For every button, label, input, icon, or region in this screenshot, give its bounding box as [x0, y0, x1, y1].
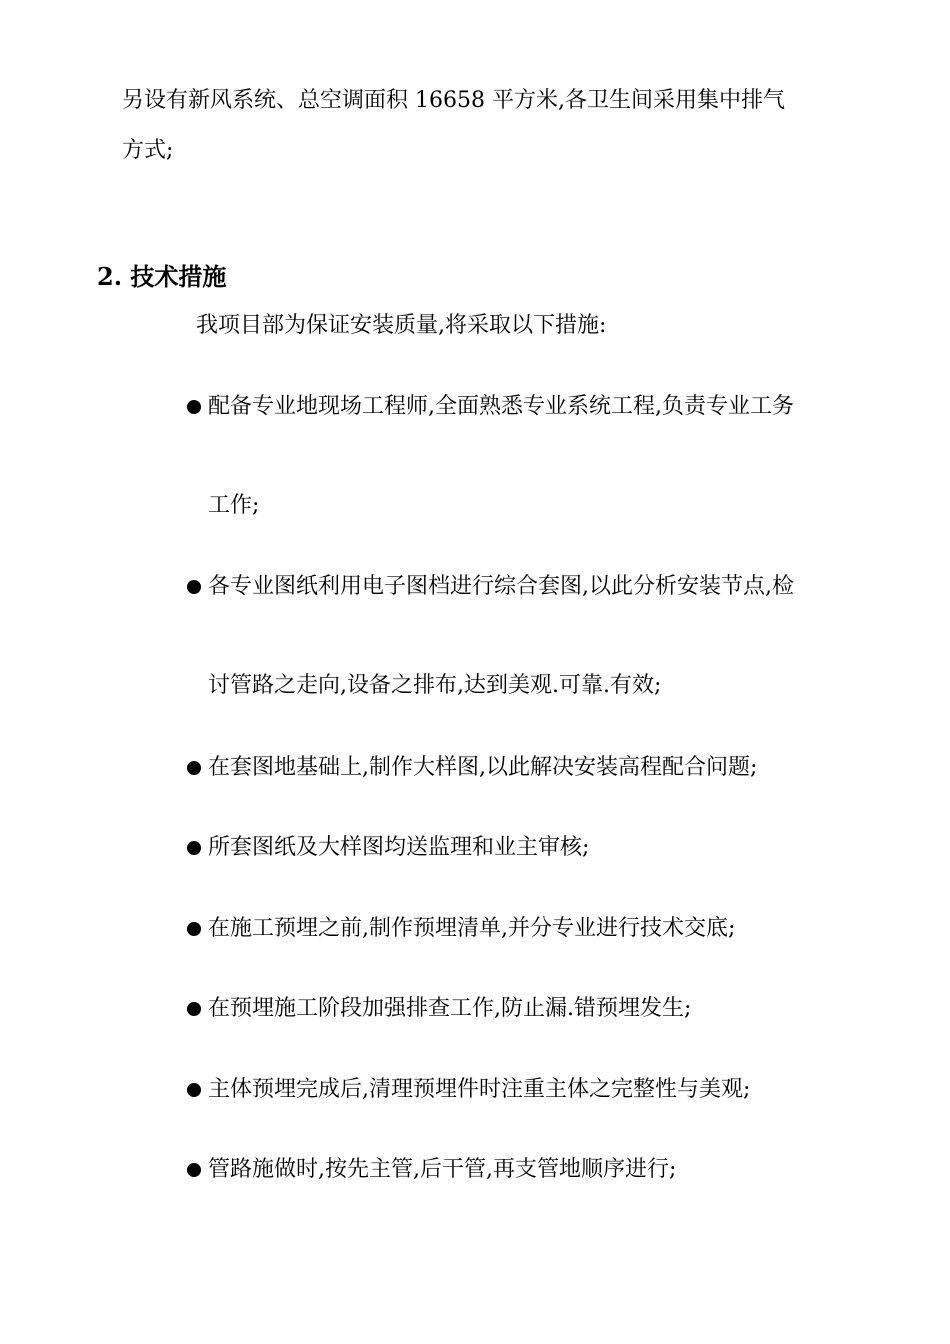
bullet-1-line-2: 工作;	[208, 493, 260, 518]
bullet-dot-icon	[187, 1083, 201, 1097]
bullet-dot-icon	[187, 400, 201, 414]
bullet-7-line-1: 主体预埋完成后,清理预埋件时注重主体之完整性与美观;	[208, 1077, 751, 1102]
bullet-4-line-1: 所套图纸及大样图均送监理和业主审核;	[208, 835, 590, 860]
section-lead: 我项目部为保证安装质量,将采取以下措施:	[196, 313, 607, 338]
intro-line-1: 另设有新风系统、总空调面积 16658 平方米,各卫生间采用集中排气	[122, 88, 785, 113]
bullet-dot-icon	[187, 1163, 201, 1177]
intro-line-2: 方式;	[122, 138, 174, 163]
bullet-6-line-1: 在预埋施工阶段加强排查工作,防止漏.错预埋发生;	[208, 996, 692, 1021]
bullet-2-line-1: 各专业图纸利用电子图档进行综合套图,以此分析安装节点,检	[208, 574, 794, 599]
bullet-dot-icon	[187, 841, 201, 855]
bullet-dot-icon	[187, 1002, 201, 1016]
bullet-8-line-1: 管路施做时,按先主管,后干管,再支管地顺序进行;	[208, 1157, 677, 1182]
bullet-dot-icon	[187, 580, 201, 594]
bullet-dot-icon	[187, 922, 201, 936]
section-heading: 2. 技术措施	[97, 262, 227, 291]
bullet-dot-icon	[187, 761, 201, 775]
bullet-2-line-2: 讨管路之走向,设备之排布,达到美观.可靠.有效;	[208, 673, 662, 698]
bullet-5-line-1: 在施工预埋之前,制作预埋清单,并分专业进行技术交底;	[208, 916, 736, 941]
bullet-3-line-1: 在套图地基础上,制作大样图,以此解决安装高程配合问题;	[208, 755, 758, 780]
bullet-1-line-1: 配备专业地现场工程师,全面熟悉专业系统工程,负责专业工务	[208, 394, 794, 419]
